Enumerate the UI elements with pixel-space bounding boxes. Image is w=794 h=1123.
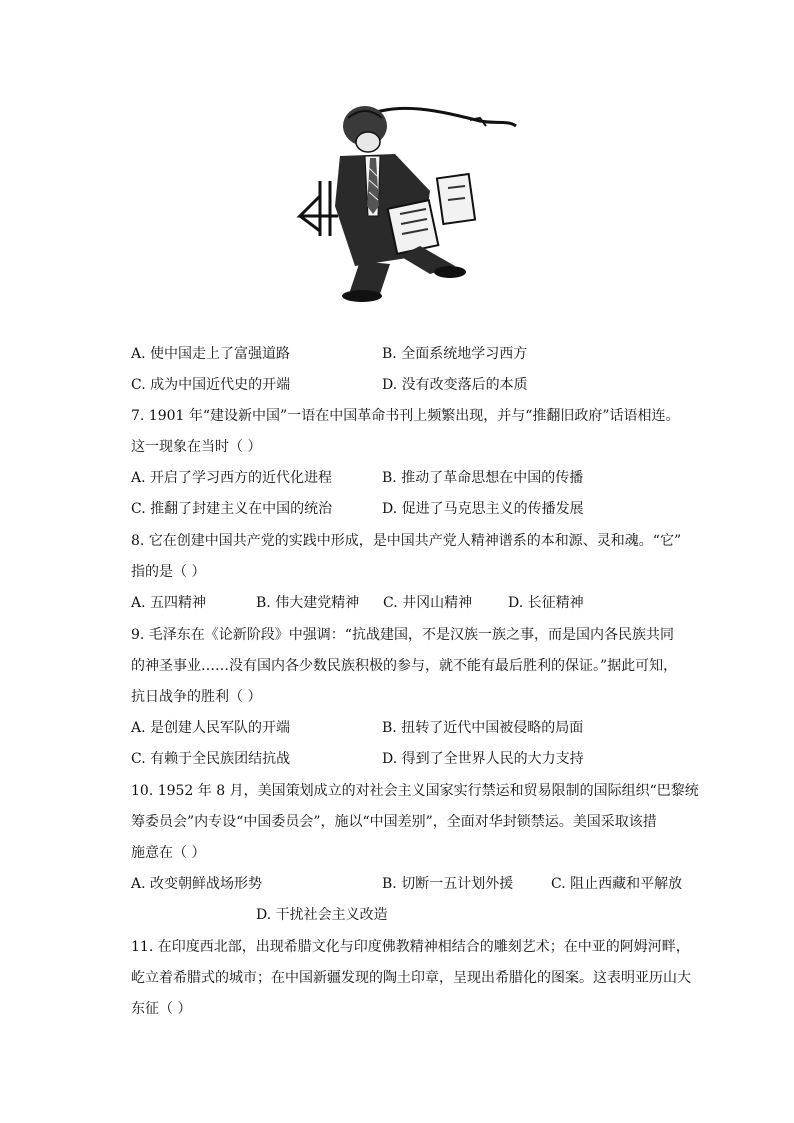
q9-stem-line-2: 的神圣事业……没有国内各少数民族积极的参与，就不能有最后胜利的保证。”据此可知， [131,658,678,674]
q8-stem-line-2: 指的是（ ） [131,564,206,580]
cartoon-illustration [280,96,520,306]
q9-stem-line-3: 抗日战争的胜利（ ） [131,689,262,705]
q8-option-a: A. 五四精神 [131,595,207,611]
q11-stem-line-2: 屹立着希腊式的城市；在中国新疆发现的陶土印章，呈现出希腊化的图案。这表明亚历山大 [131,970,691,986]
q6-option-d: D. 没有改变落后的本质 [382,377,528,393]
q9-option-b: B. 扭转了近代中国被侵略的局面 [382,720,584,736]
q10-stem-line-1: 10. 1952 年 8 月，美国策划成立的对社会主义国家实行禁运和贸易限制的国际组织“巴黎统 [131,783,699,799]
q7-option-d: D. 促进了马克思主义的传播发展 [382,501,584,517]
q11-stem-line-3: 东征（ ） [131,1001,192,1017]
q7-option-c: C. 推翻了封建主义在中国的统治 [131,501,333,517]
q9-option-a: A. 是创建人民军队的开端 [131,720,291,736]
q9-option-c: C. 有赖于全民族团结抗战 [131,751,291,767]
q10-option-d: D. 干扰社会主义改造 [256,907,388,923]
q6-option-a: A. 使中国走上了富强道路 [131,346,291,362]
q6-option-b: B. 全面系统地学习西方 [382,346,528,362]
q8-option-c: C. 井冈山精神 [383,595,473,611]
q10-stem-line-2: 筹委员会”内专设“中国委员会”，施以“中国差别”，全面对华封锁禁运。美国采取该措 [131,814,657,830]
q8-stem-line-1: 8. 它在创建中国共产党的实践中形成，是中国共产党人精神谱系的本和源、灵和魂。“它” [131,533,682,549]
q10-stem-line-3: 施意在（ ） [131,845,206,861]
q9-option-d: D. 得到了全世界人民的大力支持 [382,751,584,767]
q11-stem-line-1: 11. 在印度西北部，出现希腊文化与印度佛教精神相结合的雕刻艺术；在中亚的阿姆河畔， [131,939,690,955]
q7-stem-line-2: 这一现象在当时（ ） [131,439,262,455]
q10-option-b: B. 切断一五计划外援 [382,876,514,892]
q10-option-c: C. 阻止西藏和平解放 [551,876,683,892]
q7-option-b: B. 推动了革命思想在中国的传播 [382,470,584,486]
q9-stem-line-1: 9. 毛泽东在《论新阶段》中强调：“抗战建国，不是汉族一族之事，而是国内各民族共同 [131,627,674,643]
q7-stem-line-1: 7. 1901 年“建设新中国”一语在中国革命书刊上频繁出现，并与“推翻旧政府”话语相连。 [131,408,680,424]
q10-option-a: A. 改变朝鲜战场形势 [131,876,263,892]
q8-option-b: B. 伟大建党精神 [256,595,360,611]
q7-option-a: A. 开启了学习西方的近代化进程 [131,470,333,486]
q8-option-d: D. 长征精神 [508,595,584,611]
q6-option-c: C. 成为中国近代史的开端 [131,377,291,393]
